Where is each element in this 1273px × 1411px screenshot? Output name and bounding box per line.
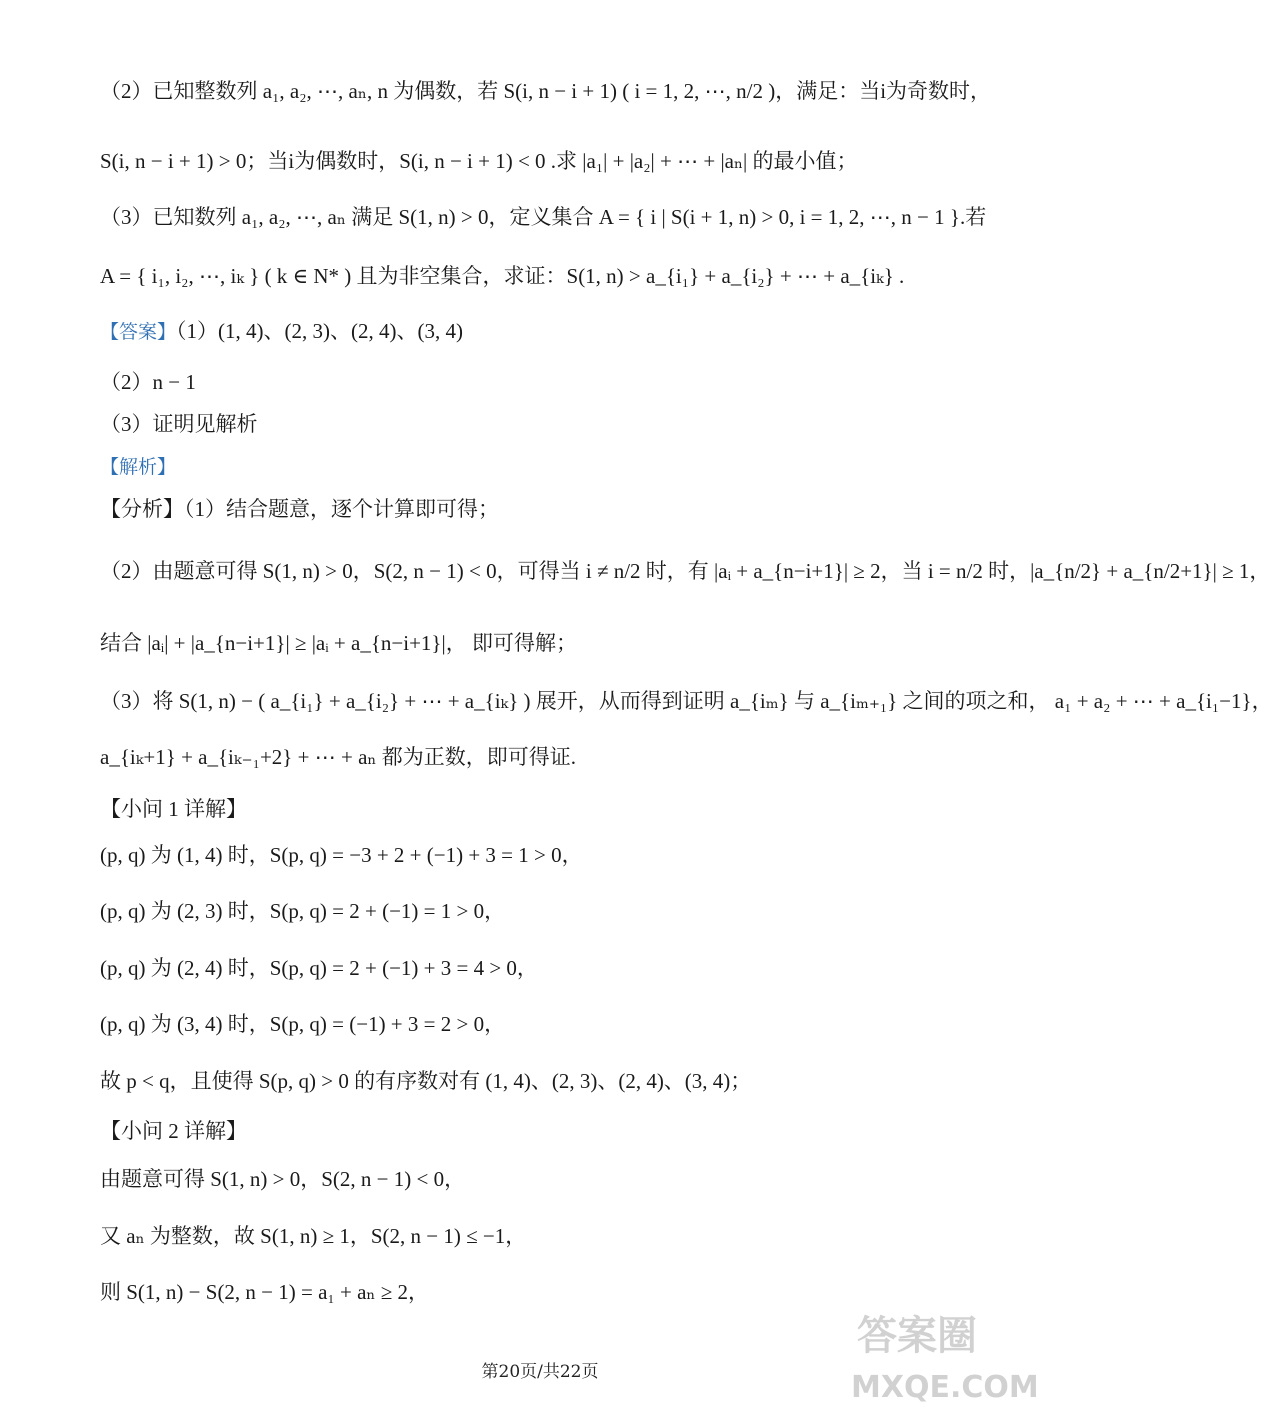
answer-tag: 【答案】 [100,321,177,343]
answer-line [100,316,1020,347]
watermark-top-text: 答案圈 [857,1313,977,1359]
text-line-an5: a_{iₖ+1} + a_{iₖ₋₁+2} + ⋯ + aₙ 都为正数，即可得证. [100,745,576,769]
text-line-a2: （2）n − 1 [100,370,196,394]
text-line-an2: （2）由题意可得 S(1, n) > 0，S(2, n − 1) < 0，可得当 i ≠ n/2 时，有 |aᵢ + a_{n−i+1}| ≥ 2，当 i = n/2 时，|a_{n/2} + a_{n/2+1}| ≥ 1， [100,559,1271,583]
text-line-q2b: S(i, n − i + 1) > 0；当i为偶数时，S(i, n − i + 1) < 0 .求 |a₁| + |a₂| + ⋯ + |aₙ| 的最小值； [100,149,858,173]
text-line-s2c: 则 S(1, n) − S(2, n − 1) = a₁ + aₙ ≥ 2， [100,1280,430,1304]
analysis-tag: 【解析】 [100,456,177,478]
answer-text: （1）(1, 4)、(2, 3)、(2, 4)、(3, 4) [176,319,463,343]
text-line-s2h: 【小问 2 详解】 [100,1119,247,1143]
text-line-s1e: 故 p < q，且使得 S(p, q) > 0 的有序数对有 (1, 4)、(2, 3)、(2, 4)、(3, 4)； [100,1069,752,1093]
text-line-an1: 【分析】（1）结合题意，逐个计算即可得； [100,497,499,521]
text-line-a3: （3）证明见解析 [100,412,258,436]
text-line-q3b: A = { i₁, i₂, ⋯, iₖ } ( k ∈ N* ) 且为非空集合，求证：S(1, n) > a_{i₁} + a_{i₂} + ⋯ + a_{iₖ} . [100,264,905,288]
text-line-s2b: 又 aₙ 为整数，故 S(1, n) ≥ 1，S(2, n − 1) ≤ −1， [100,1224,527,1248]
analysis-heading [100,452,1020,482]
watermark-bottom-text: MXQE.COM [851,1370,1039,1405]
text-line-s1c: (p, q) 为 (2, 4) 时，S(p, q) = 2 + (−1) + 3 = 4 > 0， [100,956,538,980]
watermark-logo [847,1305,1052,1405]
text-line-an4: （3）将 S(1, n) − ( a_{i₁} + a_{i₂} + ⋯ + a_{iₖ} ) 展开，从而得到证明 a_{iₘ} 与 a_{iₘ₊₁} 之间的项之和， a₁ + a₂ + ⋯ + a_{i₁−1}， [100,689,1273,713]
text-line-q2a: （2）已知整数列 a₁, a₂, ⋯, aₙ, n 为偶数，若 S(i, n − i + 1) ( i = 1, 2, ⋯, n/2 )，满足：当i为奇数时， [100,79,992,103]
text-line-s2a: 由题意可得 S(1, n) > 0，S(2, n − 1) < 0， [100,1167,466,1191]
text-line-s1a: (p, q) 为 (1, 4) 时，S(p, q) = −3 + 2 + (−1) + 3 = 1 > 0， [100,843,583,867]
text-line-s1b: (p, q) 为 (2, 3) 时，S(p, q) = 2 + (−1) = 1 > 0， [100,899,506,923]
text-line-q3a: （3）已知数列 a₁, a₂, ⋯, aₙ 满足 S(1, n) > 0，定义集合 A = { i | S(i + 1, n) > 0, i = 1, 2, ⋯, n − 1 }.若 [100,205,987,229]
page-number: 第20页/共22页 [481,1362,599,1382]
text-line-s1d: (p, q) 为 (3, 4) 时，S(p, q) = (−1) + 3 = 2 > 0， [100,1012,506,1036]
text-line-s1h: 【小问 1 详解】 [100,797,247,821]
text-line-an3: 结合 |aᵢ| + |a_{n−i+1}| ≥ |aᵢ + a_{n−i+1}|， 即可得解； [100,631,577,655]
